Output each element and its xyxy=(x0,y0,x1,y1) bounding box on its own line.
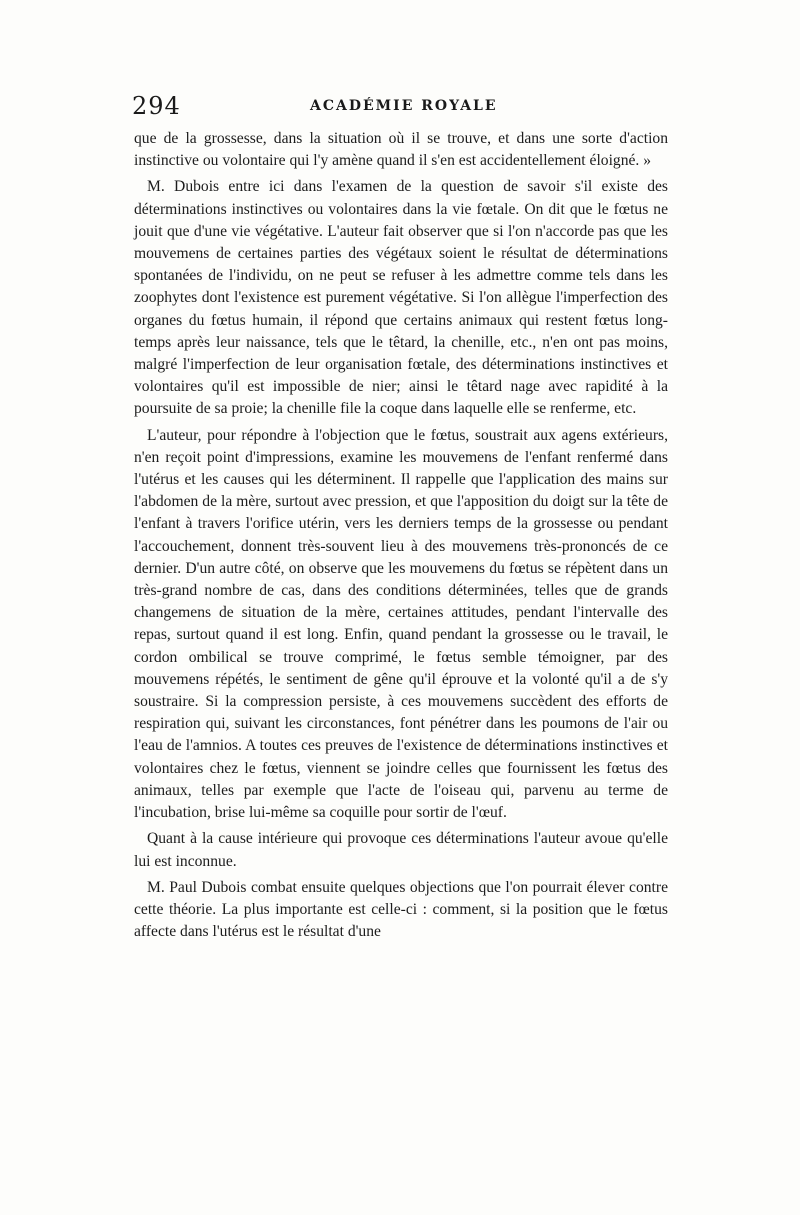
paragraph-dubois-examen: M. Dubois entre ici dans l'examen de la question de savoir s'il existe des déterminations instinctives ou volontaires dans la vie fœtale. On dit que le fœtus ne jouit que d'une vie végétative. L'auteur fait observer que si l'on n'accorde pas que les mouvemens de certaines parties des végétaux soient le résultat de déterminations spontanées de l'individu, on ne peut se refuser à les admettre comme tels dans les zoophytes dont l'existence est purement végétative. Si l'on allègue l'imperfection des organes du fœtus humain, il répond que certains animaux qui restent fœtus long-temps après leur naissance, tels que le têtard, la chenille, etc., n'en ont pas moins, malgré l'imperfection de leur organisation fœtale, des déterminations instinctives et volontaires qu'il est impossible de nier; ainsi le têtard nage avec rapidité à la poursuite de sa proie; la chenille file la coque dans laquelle elle se renferme, etc. xyxy=(134,178,668,418)
paragraph-paul-dubois: M. Paul Dubois combat ensuite quelques objections que l'on pourrait élever contre cette théorie. La plus importante est celle-ci : comment, si la position que le fœtus affecte dans l'utérus est le résultat d'une xyxy=(134,878,668,941)
running-head: ACADÉMIE ROYALE xyxy=(310,98,498,114)
page-number: 294 xyxy=(132,92,181,120)
page-header xyxy=(132,92,672,122)
paragraph-continuation: que de la grossesse, dans la situation où il se trouve, et dans une sorte d'action instinctive ou volontaire qui l'y amène quand il s'en est accidentellement éloigné. » xyxy=(134,130,668,170)
paragraph-auteur-objection: L'auteur, pour répondre à l'objection que le fœtus, soustrait aux agens extérieurs, n'en reçoit point d'impressions, examine les mouvemens de l'enfant renfermé dans l'utérus et les causes qui les déterminent. Il rappelle que l'application des mains sur l'abdomen de la mère, surtout avec pression, et que l'apposition du doigt sur la tête de l'enfant à travers l'orifice utérin, vers les derniers temps de la grossesse ou pendant l'accouchement, donnent très-souvent lieu à des mouvemens très-prononcés de ce dernier. D'un autre côté, on observe que les mouvemens du fœtus se répètent dans un très-grand nombre de cas, dans des conditions déterminées, telles que de grands changemens de situation de la mère, certaines attitudes, pendant l'intervalle des repas, surtout quand il est long. Enfin, quand pendant la grossesse ou le travail, le cordon ombilical se trouve comprimé, le fœtus semble témoigner, par des mouvemens répétés, le sentiment de gêne qu'il éprouve et la volonté qu'il a de s'y soustraire. Si la compression persiste, à ces mouvemens succèdent des efforts de respiration qui, suivant les circonstances, font pénétrer dans les poumons de l'air ou l'eau de l'amnios. A toutes ces preuves de l'existence de déterminations instinctives et volontaires chez le fœtus, viennent se joindre celles que fournissent les fœtus des animaux, telles par exemple que l'acte de l'oiseau qui, parvenu au terme de l'incubation, brise lui-même sa coquille pour sortir de l'œuf. xyxy=(134,426,668,822)
body-text xyxy=(134,128,668,947)
paragraph-cause-interieure: Quant à la cause intérieure qui provoque ces déterminations l'auteur avoue qu'elle lui est inconnue. xyxy=(134,830,668,870)
